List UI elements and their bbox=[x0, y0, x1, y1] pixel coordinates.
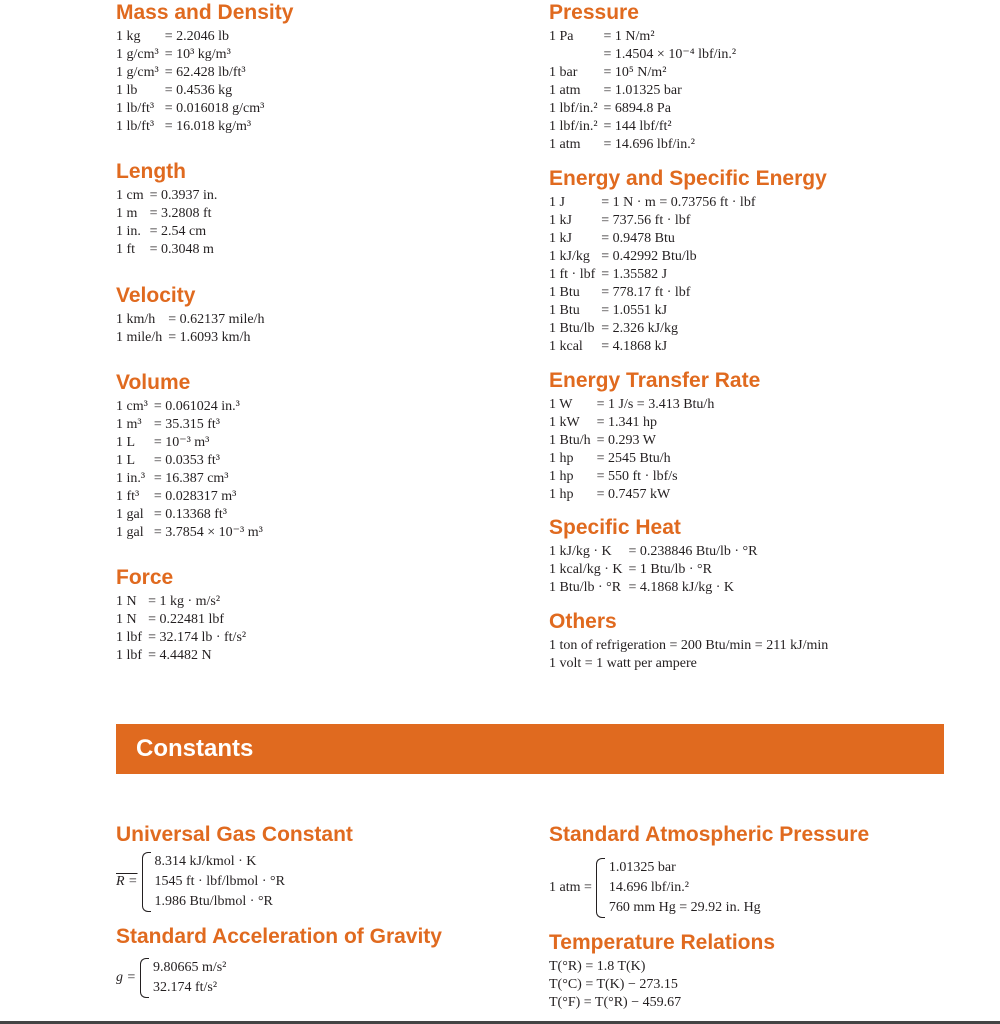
conversion-unit: 1 m bbox=[116, 206, 138, 221]
conversion-row bbox=[549, 486, 714, 504]
section-heading: Energy Transfer Rate bbox=[549, 369, 761, 392]
energy-rate-section bbox=[549, 370, 760, 504]
conversion-value: = 4.4482 N bbox=[148, 648, 212, 663]
atm-pressure-block bbox=[549, 858, 761, 918]
others-section bbox=[549, 611, 828, 673]
conversion-value: = 0.238846 Btu/lb · °R bbox=[628, 544, 758, 559]
left-brace-icon bbox=[140, 958, 149, 998]
conversion-table bbox=[549, 194, 755, 356]
conversion-unit bbox=[549, 46, 604, 64]
conversion-unit: 1 N bbox=[116, 594, 137, 609]
temperature-line: T(°R) = 1.8 T(K) bbox=[549, 959, 646, 974]
conversion-unit: 1 g/cm³ bbox=[116, 47, 159, 62]
conversion-value: = 32.174 lb · ft/s² bbox=[148, 630, 247, 645]
conversion-unit: 1 km/h bbox=[116, 312, 156, 327]
conversion-row bbox=[549, 579, 758, 597]
conversion-table bbox=[116, 28, 264, 136]
constants-banner: Constants bbox=[116, 724, 944, 774]
conversion-value: = 4.1868 kJ bbox=[601, 339, 668, 354]
gas-constant-value: 8.314 kJ/kmol · K bbox=[154, 854, 257, 869]
conversion-unit: 1 mile/h bbox=[116, 330, 163, 345]
conversion-unit: 1 Btu bbox=[549, 303, 580, 318]
conversion-unit: 1 bar bbox=[549, 65, 578, 80]
conversion-value: = 2.54 cm bbox=[149, 224, 207, 239]
gas-constant-block bbox=[116, 852, 285, 912]
conversion-row bbox=[549, 396, 714, 414]
conversion-unit: 1 Btu/h bbox=[549, 433, 591, 448]
conversion-unit: 1 lb bbox=[116, 83, 138, 98]
section-heading: Pressure bbox=[549, 1, 639, 24]
conversion-row bbox=[116, 524, 263, 542]
conversion-row bbox=[116, 593, 246, 611]
conversion-row bbox=[549, 136, 736, 154]
conversion-value: = 16.387 cm³ bbox=[153, 471, 229, 486]
conversion-unit: 1 hp bbox=[549, 451, 574, 466]
conversion-row bbox=[116, 506, 263, 524]
conversion-row bbox=[116, 611, 246, 629]
conversion-unit: 1 cm³ bbox=[116, 399, 148, 414]
conversion-row bbox=[116, 629, 246, 647]
others-lines bbox=[549, 637, 828, 673]
conversion-value: = 62.428 lb/ft³ bbox=[164, 65, 246, 80]
mass-density-section bbox=[116, 2, 293, 136]
conversion-row bbox=[549, 266, 755, 284]
atm-values bbox=[609, 858, 761, 918]
conversion-unit: 1 in. bbox=[116, 224, 141, 239]
conversion-unit: 1 kJ/kg bbox=[549, 249, 590, 264]
gravity-values bbox=[153, 958, 226, 998]
conversion-row bbox=[116, 434, 263, 452]
conversion-row bbox=[116, 329, 264, 347]
conversion-unit: 1 lbf/in.² bbox=[549, 119, 598, 134]
conversion-unit: 1 kJ bbox=[549, 231, 572, 246]
conversion-value: = 0.13368 ft³ bbox=[153, 507, 227, 522]
conversion-value: = 0.293 W bbox=[596, 433, 656, 448]
conversion-unit: 1 lbf/in.² bbox=[549, 101, 598, 116]
force-section bbox=[116, 567, 246, 665]
conversion-value: = 1 J/s = 3.413 Btu/h bbox=[596, 397, 715, 412]
section-heading: Standard Acceleration of Gravity bbox=[116, 925, 442, 948]
conversion-unit: 1 kW bbox=[549, 415, 580, 430]
conversion-value: = 35.315 ft³ bbox=[153, 417, 220, 432]
conversion-row bbox=[549, 46, 736, 64]
conversion-value: = 10⁻³ m³ bbox=[153, 435, 210, 450]
conversion-unit: 1 lbf bbox=[116, 648, 143, 663]
conversion-value: = 6894.8 Pa bbox=[603, 101, 671, 116]
conversion-row bbox=[116, 647, 246, 665]
conversion-value: = 550 ft · lbf/s bbox=[596, 469, 678, 484]
conversion-row bbox=[116, 470, 263, 488]
conversion-unit: 1 m³ bbox=[116, 417, 142, 432]
conversion-value: = 1.341 hp bbox=[596, 415, 658, 430]
conversion-unit: 1 kcal bbox=[549, 339, 583, 354]
conversion-unit: 1 kJ bbox=[549, 213, 572, 228]
gravity-value: 32.174 ft/s² bbox=[152, 980, 218, 995]
conversion-value: = 0.7457 kW bbox=[596, 487, 671, 502]
conversion-unit: 1 lb/ft³ bbox=[116, 119, 155, 134]
conversion-row bbox=[549, 414, 714, 432]
conversion-unit: 1 gal bbox=[116, 525, 144, 540]
conversion-unit: 1 lb/ft³ bbox=[116, 101, 155, 116]
temperature-lines bbox=[549, 958, 775, 1012]
conversion-unit: 1 hp bbox=[549, 487, 574, 502]
conversion-unit: 1 kcal/kg · K bbox=[549, 562, 623, 577]
conversion-row bbox=[116, 452, 263, 470]
conversion-value: = 737.56 ft · lbf bbox=[601, 213, 691, 228]
conversion-unit: 1 gal bbox=[116, 507, 144, 522]
conversion-unit: 1 Btu/lb bbox=[549, 321, 595, 336]
gas-constant-symbol: R = bbox=[116, 874, 138, 889]
conversion-row bbox=[549, 543, 758, 561]
conversion-row bbox=[116, 100, 264, 118]
conversion-unit: 1 lbf bbox=[116, 630, 143, 645]
conversion-value: = 1.4504 × 10⁻⁴ lbf/in.² bbox=[603, 47, 737, 62]
section-heading: Universal Gas Constant bbox=[116, 823, 353, 846]
length-section bbox=[116, 161, 217, 259]
conversion-value: = 0.061024 in.³ bbox=[153, 399, 240, 414]
conversion-value: = 0.028317 m³ bbox=[153, 489, 237, 504]
specific-heat-section bbox=[549, 517, 758, 597]
section-heading: Velocity bbox=[116, 284, 196, 307]
conversion-row bbox=[549, 468, 714, 486]
conversion-row bbox=[549, 100, 736, 118]
conversion-unit: 1 J bbox=[549, 195, 565, 210]
conversion-value: = 4.1868 kJ/kg · K bbox=[628, 580, 734, 595]
velocity-section bbox=[116, 285, 264, 347]
conversion-value: = 0.42992 Btu/lb bbox=[601, 249, 697, 264]
conversion-unit: 1 ft³ bbox=[116, 489, 140, 504]
conversion-value: = 0.62137 mile/h bbox=[168, 312, 265, 327]
conversion-row bbox=[549, 230, 755, 248]
energy-section bbox=[549, 168, 827, 356]
conversion-unit: 1 ft bbox=[116, 242, 136, 257]
conversion-value: = 1 Btu/lb · °R bbox=[628, 562, 712, 577]
conversion-row bbox=[116, 241, 217, 259]
section-heading: Force bbox=[116, 566, 174, 589]
conversion-row bbox=[549, 64, 736, 82]
conversion-value: = 14.696 lbf/in.² bbox=[603, 137, 695, 152]
temperature-line: T(°F) = T(°R) − 459.67 bbox=[549, 995, 682, 1010]
atm-value: 760 mm Hg = 29.92 in. Hg bbox=[608, 900, 761, 915]
conversion-unit: 1 atm bbox=[549, 83, 581, 98]
conversion-row bbox=[549, 302, 755, 320]
conversion-value: = 0.22481 lbf bbox=[148, 612, 225, 627]
conversion-row bbox=[116, 416, 263, 434]
conversion-value: = 0.3048 m bbox=[149, 242, 214, 257]
conversion-value: = 1.01325 bar bbox=[603, 83, 682, 98]
conversion-unit: 1 Btu/lb · °R bbox=[549, 580, 622, 595]
conversion-unit: 1 Pa bbox=[549, 29, 574, 44]
atm-symbol: 1 atm = bbox=[549, 880, 592, 895]
conversion-value: = 16.018 kg/m³ bbox=[164, 119, 252, 134]
conversion-value: = 10³ kg/m³ bbox=[164, 47, 231, 62]
volume-section bbox=[116, 372, 263, 542]
gravity-value: 9.80665 m/s² bbox=[152, 960, 227, 975]
conversion-table bbox=[116, 398, 263, 542]
conversion-row bbox=[116, 82, 264, 100]
section-heading: Temperature Relations bbox=[549, 931, 776, 954]
conversion-row bbox=[549, 28, 736, 46]
section-heading: Length bbox=[116, 160, 186, 183]
conversion-unit: 1 hp bbox=[549, 469, 574, 484]
atm-pressure-section bbox=[549, 824, 869, 850]
conversion-table bbox=[116, 593, 246, 665]
atm-value: 1.01325 bar bbox=[608, 860, 676, 875]
conversion-unit: 1 Btu bbox=[549, 285, 580, 300]
conversion-row bbox=[116, 311, 264, 329]
conversion-table bbox=[116, 187, 217, 259]
conversion-value: = 1 N · m = 0.73756 ft · lbf bbox=[601, 195, 756, 210]
conversion-unit: 1 kg bbox=[116, 29, 141, 44]
temperature-line: T(°C) = T(K) − 273.15 bbox=[549, 977, 678, 992]
conversion-row bbox=[116, 28, 264, 46]
conversion-value: = 0.0353 ft³ bbox=[153, 453, 220, 468]
section-heading: Others bbox=[549, 610, 617, 633]
conversion-row bbox=[549, 248, 755, 266]
pressure-section bbox=[549, 2, 736, 154]
conversion-unit: 1 L bbox=[116, 453, 136, 468]
conversion-value: = 0.3937 in. bbox=[149, 188, 218, 203]
conversion-value: = 10⁵ N/m² bbox=[603, 65, 667, 80]
conversion-row bbox=[549, 118, 736, 136]
conversion-row bbox=[116, 187, 217, 205]
section-heading: Mass and Density bbox=[116, 1, 294, 24]
conversion-unit: 1 g/cm³ bbox=[116, 65, 159, 80]
conversion-row bbox=[549, 450, 714, 468]
conversion-unit: 1 in.³ bbox=[116, 471, 146, 486]
conversion-row bbox=[116, 46, 264, 64]
gas-constant-value: 1545 ft · lbf/lbmol · °R bbox=[154, 874, 285, 889]
gravity-symbol: g = bbox=[116, 970, 136, 985]
others-line: 1 ton of refrigeration = 200 Btu/min = 211 kJ/min bbox=[549, 638, 829, 653]
conversion-row bbox=[116, 223, 217, 241]
left-brace-icon bbox=[142, 852, 151, 912]
conversion-row bbox=[116, 488, 263, 506]
conversion-row bbox=[549, 561, 758, 579]
conversion-table bbox=[549, 543, 758, 597]
conversion-row bbox=[549, 82, 736, 100]
conversion-row bbox=[549, 194, 755, 212]
conversion-value: = 1.0551 kJ bbox=[601, 303, 668, 318]
others-line: 1 volt = 1 watt per ampere bbox=[549, 656, 697, 671]
conversion-value: = 1.35582 J bbox=[601, 267, 668, 282]
conversion-row bbox=[549, 212, 755, 230]
section-heading: Standard Atmospheric Pressure bbox=[549, 823, 870, 846]
conversion-value: = 778.17 ft · lbf bbox=[601, 285, 691, 300]
conversion-row bbox=[549, 338, 755, 356]
gravity-block bbox=[116, 958, 226, 998]
conversion-value: = 3.2808 ft bbox=[149, 206, 212, 221]
conversion-value: = 3.7854 × 10⁻³ m³ bbox=[153, 525, 263, 540]
conversion-value: = 144 lbf/ft² bbox=[603, 119, 672, 134]
conversion-row bbox=[116, 205, 217, 223]
left-brace-icon bbox=[596, 858, 605, 918]
conversion-table bbox=[116, 311, 264, 347]
conversion-value: = 0.016018 g/cm³ bbox=[164, 101, 265, 116]
conversion-row bbox=[549, 320, 755, 338]
conversion-unit: 1 ft · lbf bbox=[549, 267, 596, 282]
conversion-row bbox=[116, 118, 264, 136]
gravity-section bbox=[116, 926, 442, 952]
conversion-table bbox=[549, 396, 714, 504]
conversion-value: = 2545 Btu/h bbox=[596, 451, 671, 466]
conversion-row bbox=[116, 64, 264, 82]
conversion-row bbox=[549, 284, 755, 302]
conversion-value: = 1 kg · m/s² bbox=[148, 594, 221, 609]
section-heading: Specific Heat bbox=[549, 516, 681, 539]
section-heading: Energy and Specific Energy bbox=[549, 167, 827, 190]
gas-constant-values bbox=[155, 852, 285, 912]
conversion-row bbox=[116, 398, 263, 416]
section-heading: Volume bbox=[116, 371, 191, 394]
conversion-value: = 0.4536 kg bbox=[164, 83, 233, 98]
conversion-unit: 1 cm bbox=[116, 188, 144, 203]
conversion-value: = 2.2046 lb bbox=[164, 29, 229, 44]
temperature-section bbox=[549, 932, 775, 1012]
conversion-value: = 2.326 kJ/kg bbox=[601, 321, 678, 336]
conversion-unit: 1 atm bbox=[549, 137, 581, 152]
conversion-unit: 1 W bbox=[549, 397, 573, 412]
atm-value: 14.696 lbf/in.² bbox=[608, 880, 689, 895]
conversion-table bbox=[549, 28, 736, 154]
conversion-value: = 0.9478 Btu bbox=[601, 231, 675, 246]
conversion-value: = 1 N/m² bbox=[603, 29, 655, 44]
conversion-unit: 1 N bbox=[116, 612, 137, 627]
conversion-unit: 1 kJ/kg · K bbox=[549, 544, 612, 559]
conversion-unit: 1 L bbox=[116, 435, 136, 450]
conversion-value: = 1.6093 km/h bbox=[168, 330, 251, 345]
gas-constant-section bbox=[116, 824, 353, 850]
gas-constant-value: 1.986 Btu/lbmol · °R bbox=[154, 894, 273, 909]
conversion-row bbox=[549, 432, 714, 450]
